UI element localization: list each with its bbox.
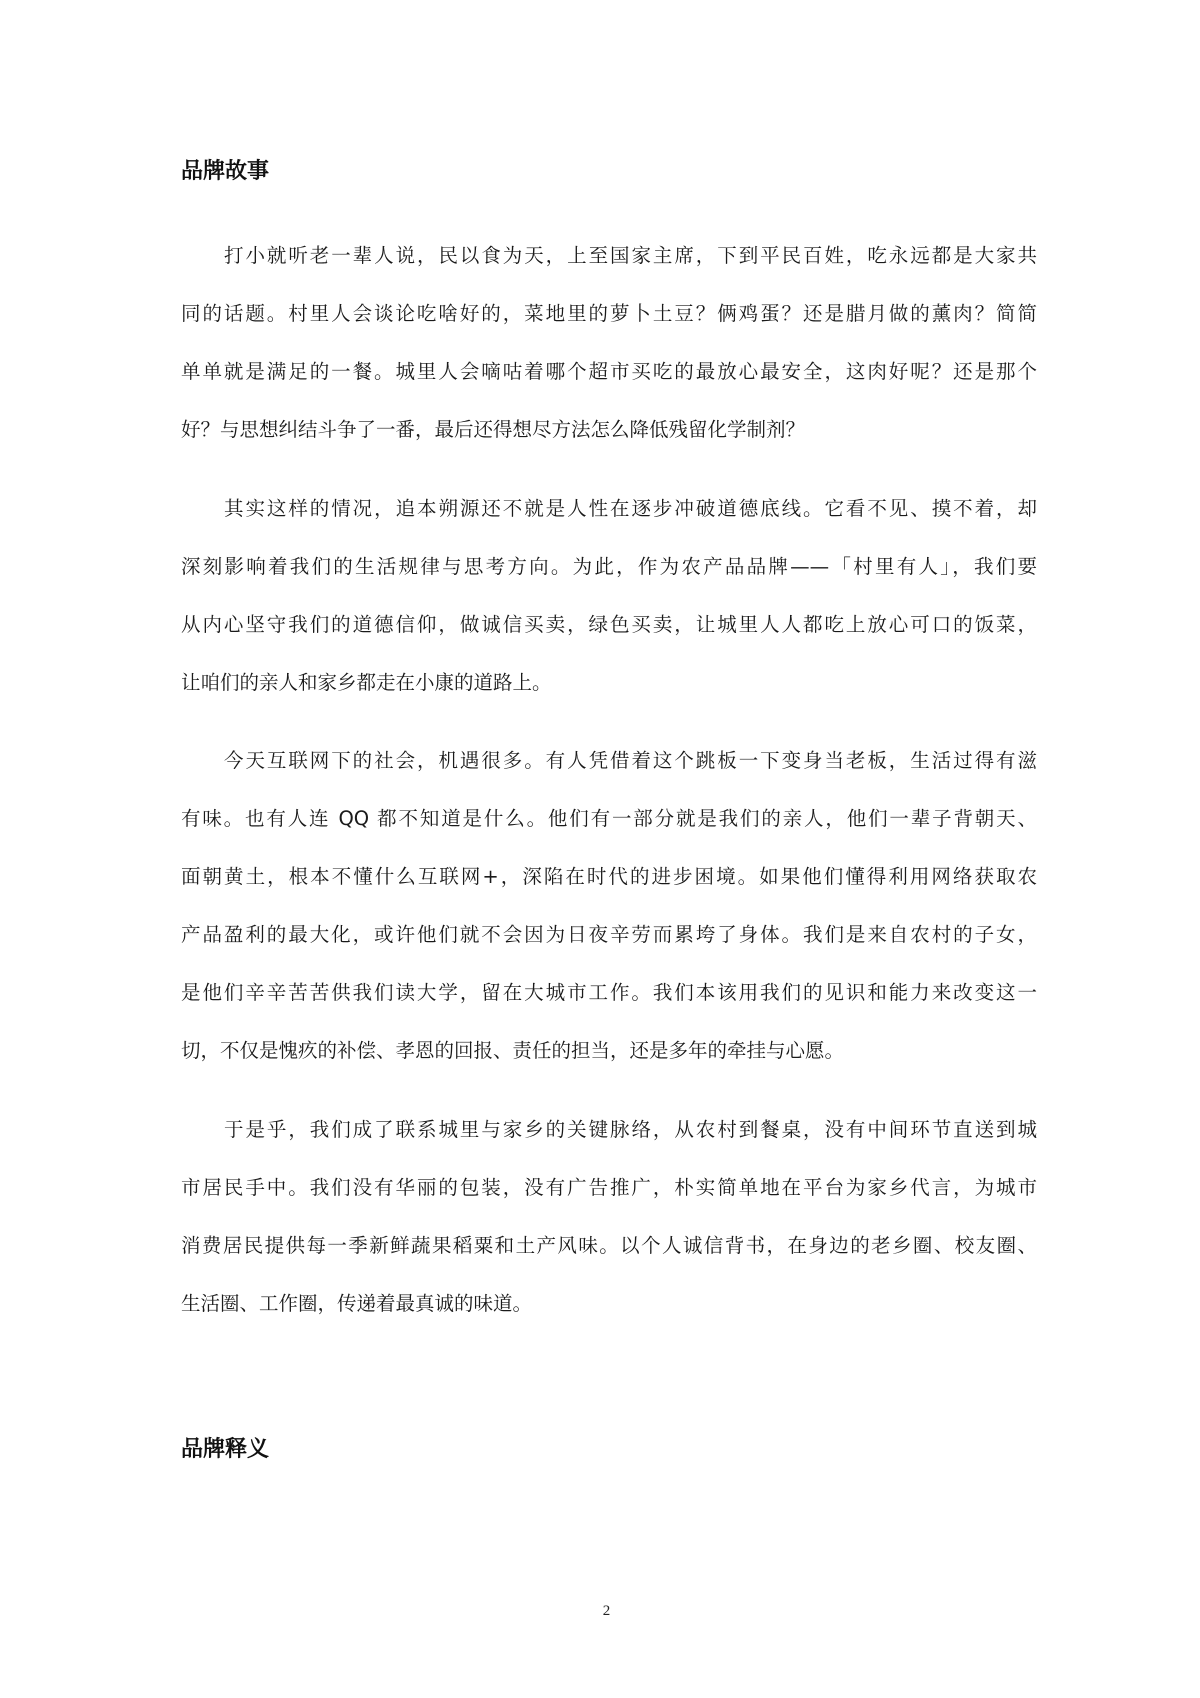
paragraph-line: 生活圈、工作圈，传递着最真诚的味道。 <box>181 1292 533 1315</box>
page-number: 2 <box>602 1603 611 1619</box>
paragraph-line: 从内心坚守我们的道德信仰，做诚信买卖，绿色买卖，让城里人人都吃上放心可口的饭菜， <box>181 613 1037 636</box>
paragraph-line: 产品盈利的最大化，或许他们就不会因为日夜辛劳而累垮了身体。我们是来自农村的子女， <box>181 923 1037 946</box>
paragraph-line: 切，不仅是愧疚的补偿、孝恩的回报、责任的担当，还是多年的牵挂与心愿。 <box>181 1039 845 1062</box>
paragraph-line: 市居民手中。我们没有华丽的包装，没有广告推广，朴实简单地在平台为家乡代言，为城市 <box>181 1176 1037 1199</box>
paragraph-line: 面朝黄土，根本不懂什么互联网+，深陷在时代的进步困境。如果他们懂得利用网络获取农 <box>181 865 1037 888</box>
paragraph-line: 单单就是满足的一餐。城里人会嘀咕着哪个超市买吃的最放心最安全，这肉好呢？还是那个 <box>181 360 1037 383</box>
paragraph-line: 同的话题。村里人会谈论吃啥好的，菜地里的萝卜土豆？俩鸡蛋？还是腊月做的薰肉？简简 <box>181 302 1037 325</box>
paragraph-line: 是他们辛辛苦苦供我们读大学，留在大城市工作。我们本该用我们的见识和能力来改变这一 <box>181 981 1037 1004</box>
section-heading-brand-story: 品牌故事 <box>181 159 270 184</box>
paragraph-line: 让咱们的亲人和家乡都走在小康的道路上。 <box>181 671 552 694</box>
paragraph-line: 好？与思想纠结斗争了一番，最后还得想尽方法怎么降低残留化学制剂？ <box>181 418 806 441</box>
paragraph-line: 打小就听老一辈人说，民以食为天，上至国家主席，下到平民百姓，吃永远都是大家共 <box>224 244 1037 267</box>
paragraph-line: 于是乎，我们成了联系城里与家乡的关键脉络，从农村到餐桌，没有中间环节直送到城 <box>224 1118 1037 1141</box>
paragraph-line: 今天互联网下的社会，机遇很多。有人凭借着这个跳板一下变身当老板，生活过得有滋 <box>224 749 1037 772</box>
paragraph-line: 消费居民提供每一季新鲜蔬果稻粟和土产风味。以个人诚信背书，在身边的老乡圈、校友圈、 <box>181 1234 1037 1257</box>
section-heading-brand-meaning: 品牌释义 <box>181 1437 270 1462</box>
paragraph-line: 其实这样的情况，追本朔源还不就是人性在逐步冲破道德底线。它看不见、摸不着，却 <box>224 497 1037 520</box>
paragraph-line: 有味。也有人连 QQ 都不知道是什么。他们有一部分就是我们的亲人，他们一辈子背朝天、 <box>181 807 1037 830</box>
paragraph-line: 深刻影响着我们的生活规律与思考方向。为此，作为农产品品牌——「村里有人」，我们要 <box>181 555 1037 578</box>
